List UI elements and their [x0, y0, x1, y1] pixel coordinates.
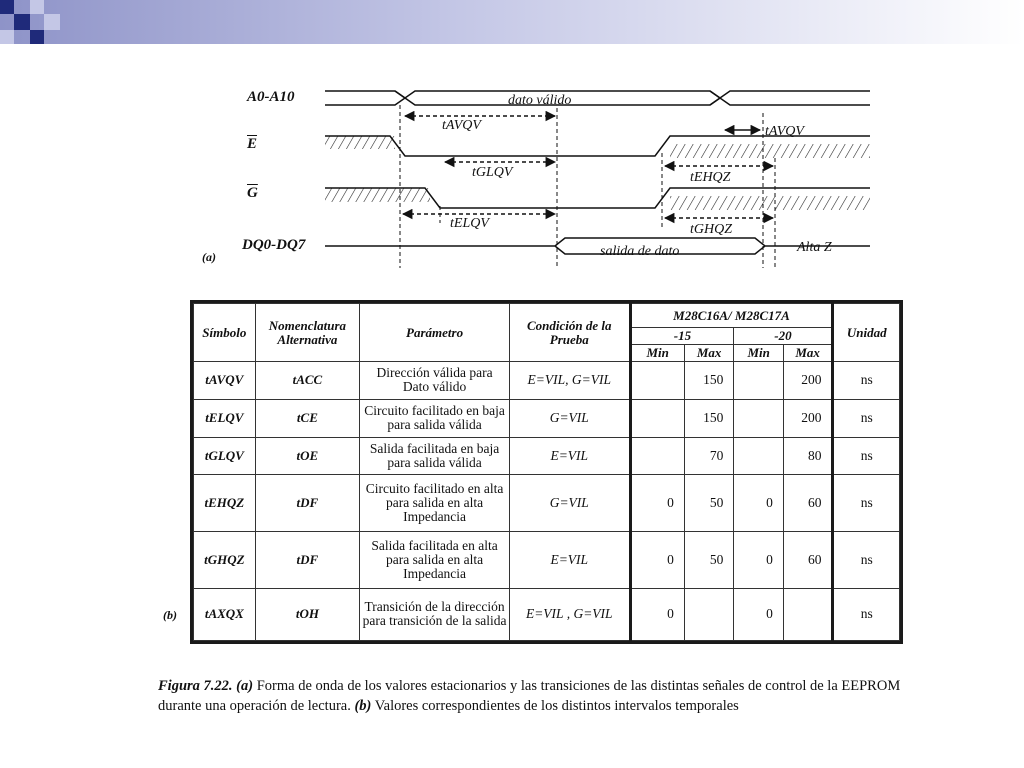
- row-symbol: tGLQV: [194, 437, 256, 475]
- row-unit: ns: [833, 475, 900, 532]
- timing-param-telqv: tELQV: [450, 216, 489, 231]
- decor-square-5: [30, 0, 44, 14]
- header-max-15: Max: [684, 345, 734, 362]
- row-max-15: [684, 588, 734, 641]
- row-max-15: 50: [684, 475, 734, 532]
- row-min-20: [734, 437, 783, 475]
- header-max-20: Max: [783, 345, 833, 362]
- row-max-20: [783, 588, 833, 641]
- row-condition: E=VIL, G=VIL: [510, 362, 631, 400]
- row-alt-name: tDF: [255, 475, 359, 532]
- table-row: [194, 437, 900, 475]
- row-symbol: tAVQV: [194, 362, 256, 400]
- figure-tag-b: (b): [163, 608, 177, 622]
- row-max-15: 70: [684, 437, 734, 475]
- row-alt-name: tOE: [255, 437, 359, 475]
- row-unit: ns: [833, 531, 900, 588]
- caption-text-a: Forma de onda de los valores estacionarios y las transiciones de las distintas señales de control de la EEPROM durante una operación de lectura.: [158, 678, 901, 714]
- timing-parameters-table: [190, 300, 903, 644]
- header-parametro: Parámetro: [360, 304, 510, 362]
- row-min-15: [630, 362, 684, 400]
- row-min-20: 0: [734, 588, 783, 641]
- row-min-15: 0: [630, 588, 684, 641]
- row-alt-name: tDF: [255, 531, 359, 588]
- row-min-20: [734, 399, 783, 437]
- timing-param-tglqv: tGLQV: [472, 165, 513, 180]
- header-simbolo: Símbolo: [194, 304, 256, 362]
- table-row: [194, 588, 900, 641]
- row-condition: G=VIL: [510, 399, 631, 437]
- decor-square-1: [0, 0, 14, 14]
- caption-label: Figura 7.22.: [158, 678, 233, 694]
- signal-label-e: $\overline{E}$: [247, 136, 258, 152]
- timing-param-tavqv-2: tAVQV: [765, 124, 804, 139]
- row-min-15: 0: [630, 475, 684, 532]
- row-alt-name: tOH: [255, 588, 359, 641]
- row-max-15: 50: [684, 531, 734, 588]
- figure-tag-a: (a): [202, 250, 216, 264]
- signal-label-a: A0-A10: [247, 89, 295, 105]
- header-unidad: Unidad: [833, 304, 900, 362]
- signal-label-g: $\overline{G}$: [247, 185, 258, 201]
- row-alt-name: tACC: [255, 362, 359, 400]
- signal-label-dq: DQ0-DQ7: [242, 237, 306, 253]
- row-unit: ns: [833, 588, 900, 641]
- row-condition: E=VIL , G=VIL: [510, 588, 631, 641]
- header-gradient-bar: [0, 0, 1024, 44]
- row-max-20: 60: [783, 475, 833, 532]
- row-max-20: 200: [783, 399, 833, 437]
- caption-tag-a: (a): [236, 678, 254, 694]
- row-symbol: tEHQZ: [194, 475, 256, 532]
- row-unit: ns: [833, 437, 900, 475]
- timing-param-tehqz: tEHQZ: [690, 170, 731, 185]
- timing-param-tavqv: tAVQV: [442, 118, 481, 133]
- row-alt-name: tCE: [255, 399, 359, 437]
- bus-label-valid-data: dato válido: [508, 93, 572, 108]
- header-min-15: Min: [630, 345, 684, 362]
- row-min-15: [630, 399, 684, 437]
- row-min-15: [630, 437, 684, 475]
- table-row: [194, 362, 900, 400]
- row-min-20: [734, 362, 783, 400]
- row-max-20: 60: [783, 531, 833, 588]
- caption-tag-b: (b): [354, 698, 372, 714]
- row-parameter: Salida facilitada en baja para salida válida: [360, 437, 510, 475]
- decor-square-2: [14, 14, 30, 30]
- dq-waveform: [325, 238, 870, 254]
- table-row: [194, 399, 900, 437]
- row-parameter: Transición de la dirección para transición de la salida: [360, 588, 510, 641]
- table-row: [194, 475, 900, 532]
- row-condition: E=VIL: [510, 437, 631, 475]
- row-symbol: tELQV: [194, 399, 256, 437]
- figure-caption: [158, 676, 903, 716]
- caption-text-b: Valores correspondientes de los distintos intervalos temporales: [374, 698, 739, 714]
- decor-square-3: [30, 30, 44, 44]
- row-max-15: 150: [684, 362, 734, 400]
- row-symbol: tGHQZ: [194, 531, 256, 588]
- row-parameter: Salida facilitada en alta para salida en alta Impedancia: [360, 531, 510, 588]
- row-unit: ns: [833, 362, 900, 400]
- row-condition: G=VIL: [510, 475, 631, 532]
- header-speed-15: -15: [630, 328, 734, 345]
- row-unit: ns: [833, 399, 900, 437]
- dq-label-output: salida de dato: [600, 244, 680, 259]
- decor-square-4: [0, 30, 14, 44]
- header-device: M28C16A/ M28C17A: [630, 304, 833, 328]
- a-bus-waveform: [325, 91, 405, 105]
- header-nomenclatura: Nomenclatura Alternativa: [255, 304, 359, 362]
- row-parameter: Circuito facilitado en baja para salida válida: [360, 399, 510, 437]
- header-speed-20: -20: [734, 328, 833, 345]
- row-min-20: 0: [734, 531, 783, 588]
- table-row: [194, 531, 900, 588]
- header-condicion: Condición de la Prueba: [510, 304, 631, 362]
- row-max-20: 200: [783, 362, 833, 400]
- row-parameter: Dirección válida para Dato válido: [360, 362, 510, 400]
- row-min-20: 0: [734, 475, 783, 532]
- row-max-20: 80: [783, 437, 833, 475]
- row-condition: E=VIL: [510, 531, 631, 588]
- row-max-15: 150: [684, 399, 734, 437]
- decor-square-6: [44, 14, 60, 30]
- row-parameter: Circuito facilitado en alta para salida en alta Impedancia: [360, 475, 510, 532]
- row-symbol: tAXQX: [194, 588, 256, 641]
- timing-param-tghqz: tGHQZ: [690, 222, 733, 237]
- row-min-15: 0: [630, 531, 684, 588]
- dq-label-high-z: Alta Z: [797, 240, 832, 255]
- header-min-20: Min: [734, 345, 783, 362]
